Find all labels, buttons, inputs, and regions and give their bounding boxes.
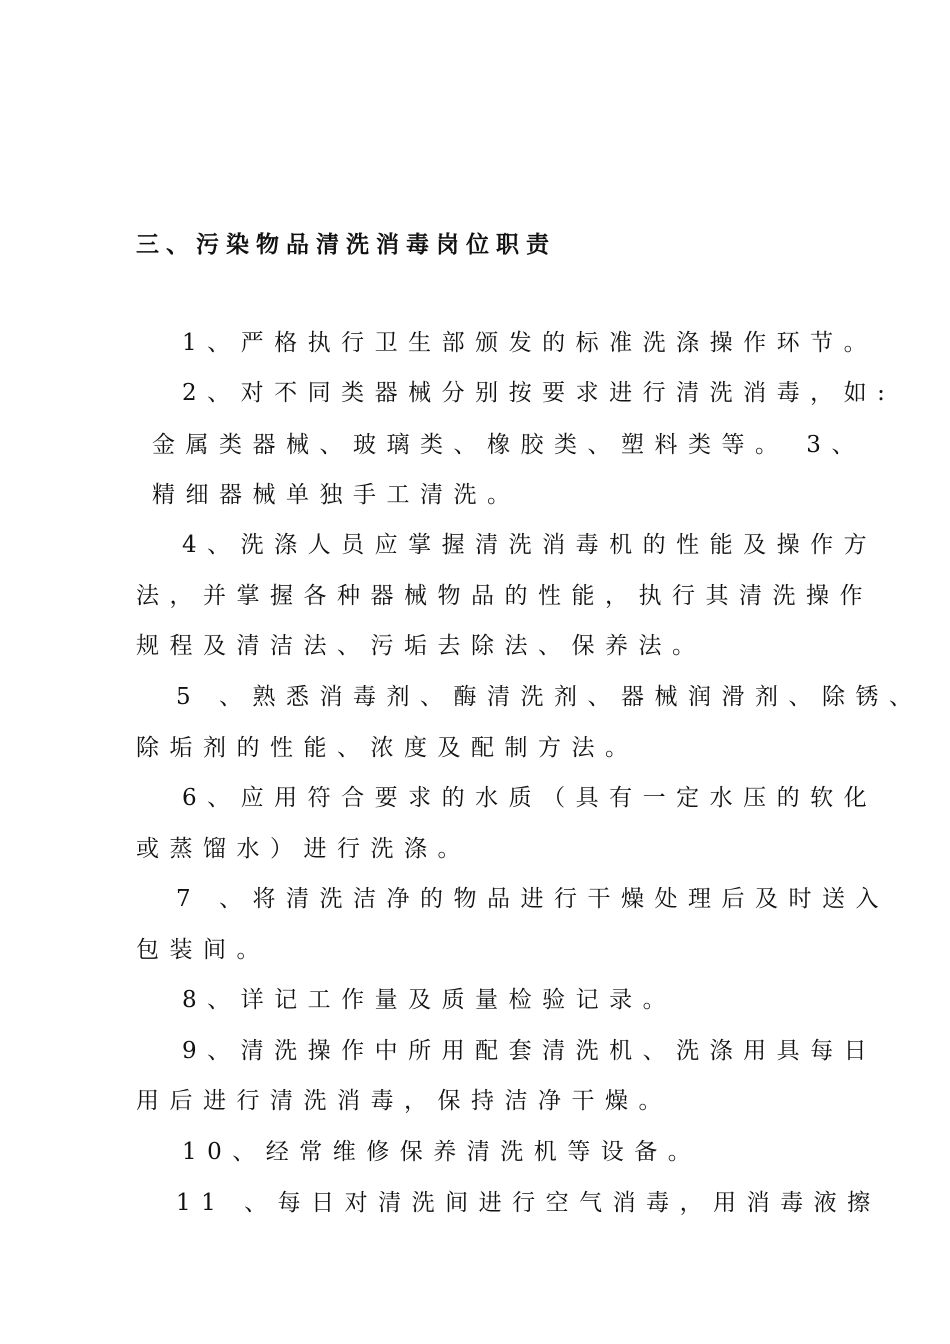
text-line: 精细器械单独手工清洗。 — [152, 482, 521, 508]
text-line: 除垢剂的性能、浓度及配制方法。 — [136, 735, 639, 761]
text-line: 4、洗涤人员应掌握清洗消毒机的性能及操作方 — [182, 532, 878, 558]
text-line: 7 、将清洗洁净的物品进行干燥处理后及时送入 — [176, 886, 889, 912]
section-title: 三、污染物品清洗消毒岗位职责 — [136, 232, 556, 258]
text-line: 用后进行清洗消毒，保持洁净干燥。 — [136, 1088, 672, 1114]
text-line: 2、对不同类器械分别按要求进行清洗消毒，如: — [182, 380, 896, 406]
text-line: 或蒸馏水）进行洗涤。 — [136, 836, 471, 862]
text-line: 11 、每日对清洗间进行空气消毒，用消毒液擦 — [176, 1190, 881, 1216]
text-line: 1、严格执行卫生部颁发的标准洗涤操作环节。 — [182, 330, 878, 356]
text-line: 包装间。 — [136, 937, 270, 963]
text-line: 10、经常维修保养清洗机等设备。 — [182, 1139, 702, 1165]
text-line: 9、清洗操作中所用配套清洗机、洗涤用具每日 — [182, 1038, 878, 1064]
text-line: 金属类器械、玻璃类、橡胶类、塑料类等。 3、 — [152, 432, 865, 458]
text-line: 规程及清洁法、污垢去除法、保养法。 — [136, 633, 706, 659]
text-line: 8、详记工作量及质量检验记录。 — [182, 987, 677, 1013]
text-line: 法，并掌握各种器械物品的性能，执行其清洗操作 — [136, 583, 873, 609]
text-line: 6、应用符合要求的水质（具有一定水压的软化 — [182, 785, 878, 811]
text-line: 5 、熟悉消毒剂、酶清洗剂、器械润滑剂、除锈、 — [176, 684, 923, 710]
